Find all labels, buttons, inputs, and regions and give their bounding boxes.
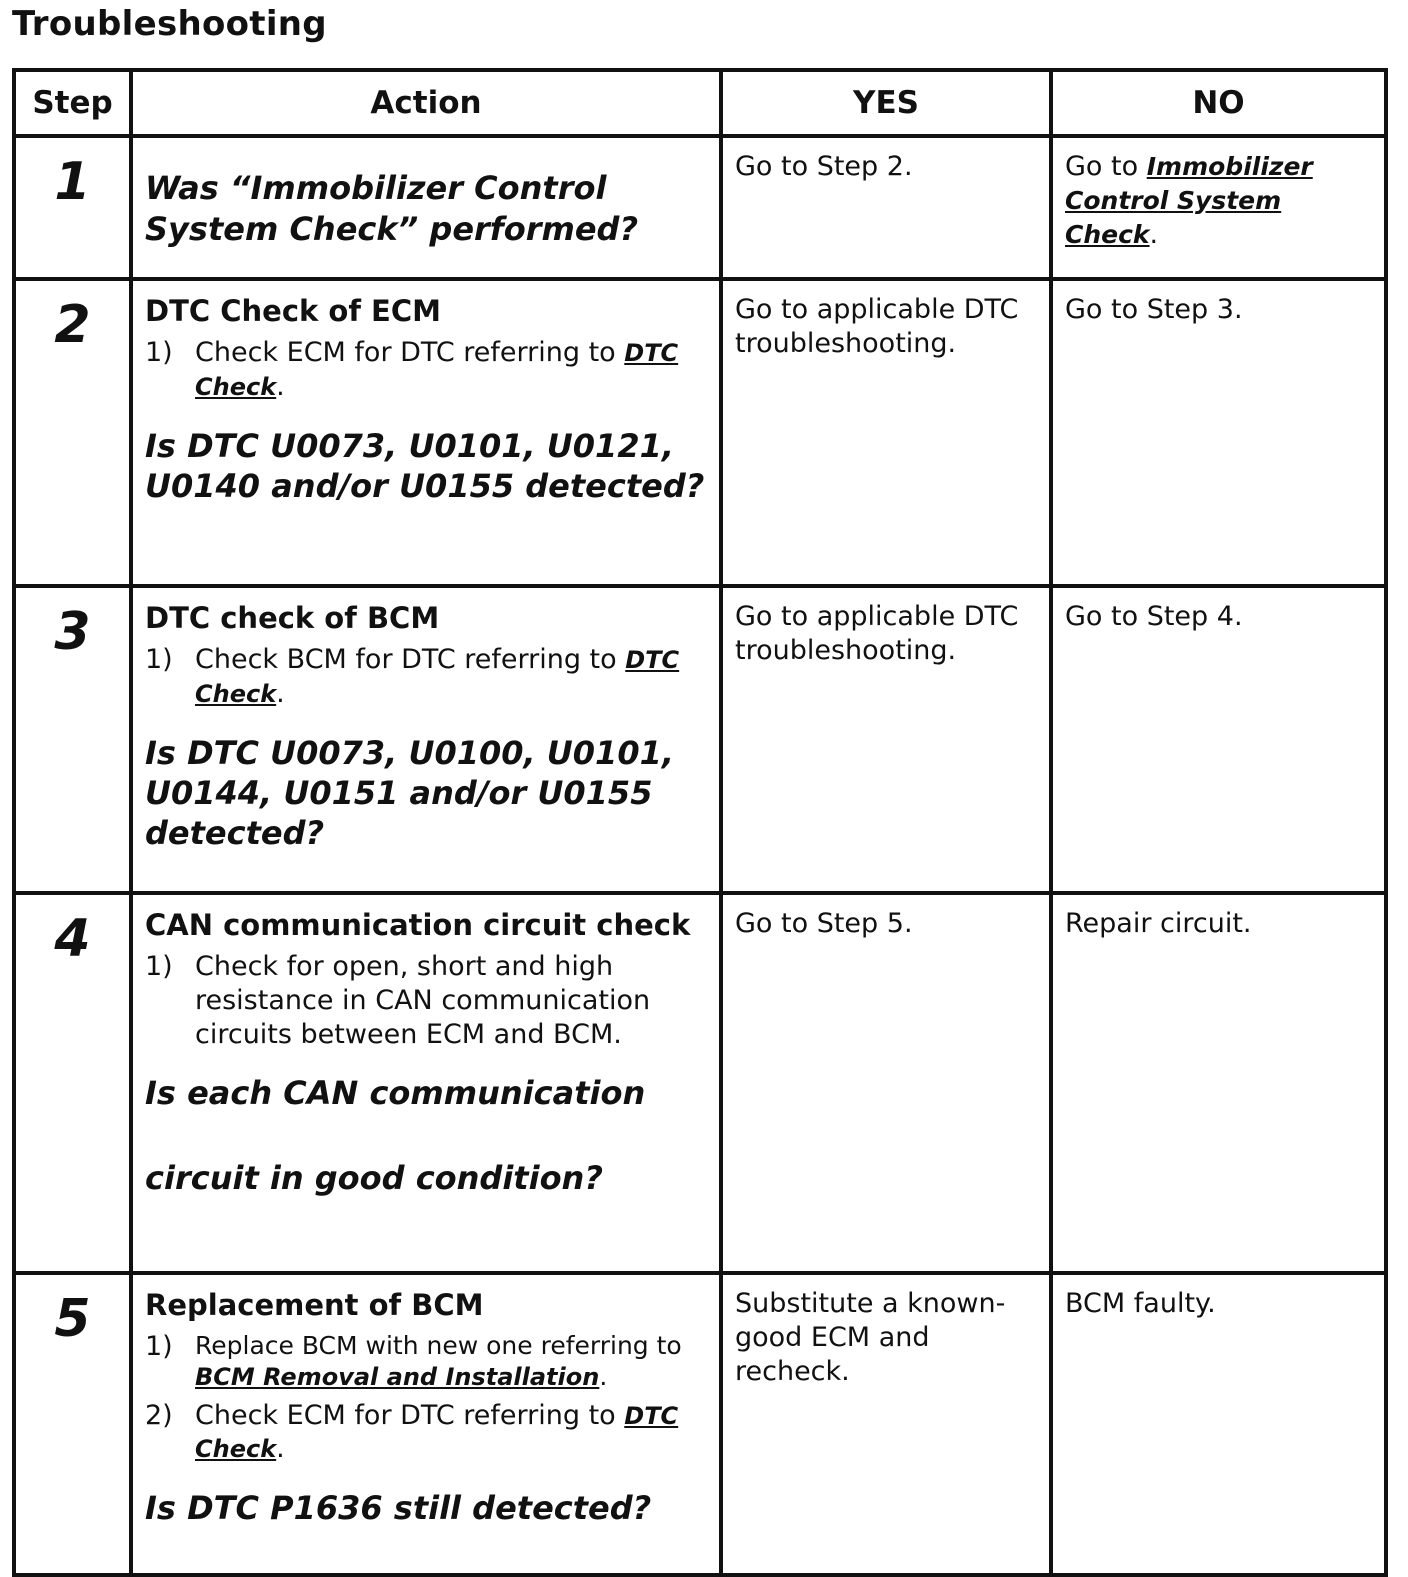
yes-text: Substitute a known-good ECM and recheck.: [735, 1288, 1006, 1387]
step-number: 1: [54, 152, 91, 212]
step-question: Is DTC U0073, U0100, U0101, U0144, U0151 and/or U0155 detected?: [145, 733, 674, 853]
yes-cell: [721, 279, 1051, 586]
substep-text: Replace BCM with new one referring to: [195, 1331, 682, 1361]
table-row: [14, 893, 1386, 1273]
step-title: Replacement of BCM: [145, 1288, 484, 1322]
yes-cell: [721, 893, 1051, 1273]
substep-number: 1): [145, 1331, 173, 1363]
step-question: Was “Immobilizer Control System Check” performed?: [145, 169, 638, 248]
no-cell: [1051, 279, 1386, 586]
step-title: DTC Check of ECM: [145, 294, 441, 328]
step-title: DTC check of BCM: [145, 601, 440, 635]
substep-text-wrap: [195, 336, 705, 404]
step-cell: [14, 136, 131, 279]
yes-text: Go to Step 2.: [735, 151, 913, 182]
dtc-check-link[interactable]: DTC Check: [195, 646, 680, 708]
no-cell: [1051, 136, 1386, 279]
immobilizer-control-system-check-link[interactable]: Immobilizer Control System Check: [1065, 152, 1313, 249]
table-row: [14, 279, 1386, 586]
substep-suffix: .: [276, 677, 285, 709]
no-text: BCM faulty.: [1065, 1288, 1216, 1319]
substep-suffix: .: [276, 370, 285, 402]
header-no: NO: [1051, 70, 1386, 136]
no-suffix: .: [1149, 218, 1159, 250]
substep-text-wrap: [195, 1399, 705, 1467]
step-question: Is DTC P1636 still detected?: [145, 1489, 652, 1528]
action-cell: [131, 1273, 721, 1575]
yes-text: Go to applicable DTC troubleshooting.: [735, 601, 1019, 666]
step-cell: [14, 1273, 131, 1575]
substep: [145, 643, 705, 711]
yes-cell: [721, 586, 1051, 893]
step-cell: [14, 893, 131, 1273]
step-question-line-1: Is each CAN communication: [145, 1074, 646, 1113]
no-cell: [1051, 893, 1386, 1273]
action-cell: [131, 586, 721, 893]
substep: [145, 950, 705, 1051]
substep-number: 1): [145, 644, 173, 676]
header-action: Action: [131, 70, 721, 136]
question-spacer: [145, 1114, 705, 1158]
substep-text: Check ECM for DTC referring to: [195, 1399, 625, 1431]
no-cell: [1051, 586, 1386, 893]
table-row: [14, 136, 1386, 279]
substep-text-wrap: [195, 1330, 705, 1393]
substep-text: Check ECM for DTC referring to: [195, 337, 625, 369]
substep: [145, 336, 705, 404]
table-row: [14, 586, 1386, 893]
table-row: [14, 1273, 1386, 1575]
step-number: 4: [54, 909, 91, 969]
table-header-row: [14, 70, 1386, 136]
substep: [145, 1330, 705, 1393]
step-question: Is DTC U0073, U0101, U0121, U0140 and/or U0155 detected?: [145, 426, 705, 505]
dtc-check-link[interactable]: DTC Check: [195, 1401, 679, 1464]
no-text: Repair circuit.: [1065, 908, 1252, 939]
header-yes: YES: [721, 70, 1051, 136]
no-cell: [1051, 1273, 1386, 1575]
action-cell: [131, 136, 721, 279]
substep-suffix: .: [599, 1362, 608, 1392]
substep-suffix: .: [276, 1433, 285, 1465]
yes-text: Go to applicable DTC troubleshooting.: [735, 294, 1019, 359]
no-text: Go to Step 4.: [1065, 601, 1243, 632]
no-text: Go to Step 3.: [1065, 294, 1243, 325]
step-title: CAN communication circuit check: [145, 908, 691, 942]
header-step: Step: [14, 70, 131, 136]
page-title: Troubleshooting: [12, 4, 327, 44]
yes-cell: [721, 1273, 1051, 1575]
dtc-check-link[interactable]: DTC Check: [195, 339, 679, 401]
step-cell: [14, 279, 131, 586]
bcm-removal-and-installation-link[interactable]: BCM Removal and Installation: [195, 1363, 600, 1392]
substep: [145, 1399, 705, 1467]
yes-text: Go to Step 5.: [735, 908, 913, 939]
substep-number: 1): [145, 951, 173, 983]
no-prefix: Go to: [1065, 151, 1147, 182]
action-cell: [131, 279, 721, 586]
substep-text: Check BCM for DTC referring to: [195, 644, 626, 676]
step-number: 5: [54, 1289, 91, 1349]
substep-text-wrap: [195, 643, 705, 711]
substep-text: Check for open, short and high resistance in CAN communication circuits between ECM and BCM.: [195, 951, 651, 1050]
step-number: 3: [54, 602, 91, 662]
step-cell: [14, 586, 131, 893]
substep-number: 1): [145, 337, 173, 369]
troubleshooting-table: [12, 68, 1388, 1577]
action-cell: [131, 893, 721, 1273]
step-number: 2: [54, 295, 91, 355]
yes-cell: [721, 136, 1051, 279]
substep-number: 2): [145, 1399, 173, 1431]
step-question-line-2: circuit in good condition?: [145, 1158, 603, 1197]
